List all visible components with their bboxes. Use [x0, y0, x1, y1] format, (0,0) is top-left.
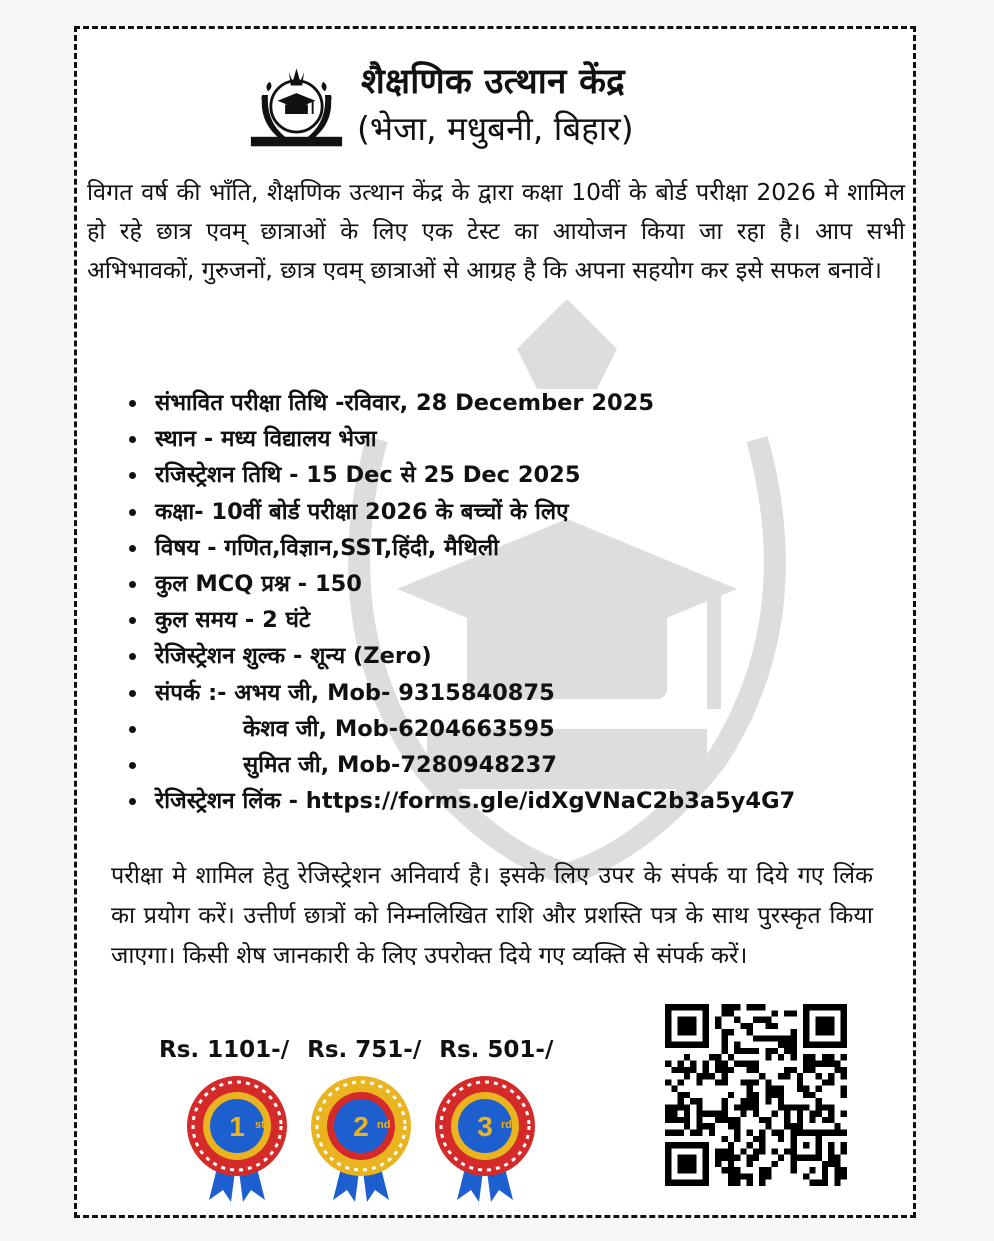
second-place-ribbon-icon: [305, 1074, 417, 1204]
list-item-registration-dates: रजिस्ट्रेशन तिथि - 15 Dec से 25 Dec 2025: [127, 457, 795, 493]
page-title: शैक्षणिक उत्थान केंद्र: [361, 62, 625, 102]
outro-paragraph: परीक्षा मे शामिल हेतु रेजिस्ट्रेशन अनिवार्य है। इसके लिए उपर के संपर्क या दिये गए लिंक का प्रयोग करें। उत्तीर्ण छात्रों को निम्नलिखित राशि और प्रशस्ति पत्र के साथ पुरस्कृत किया जाएगा। किसी शेष जानकारी के लिए उपरोक्त दिये गए व्यक्ति से संपर्क करें।: [111, 861, 873, 969]
list-item-contact-2: केशव जी, Mob-6204663595: [127, 711, 795, 747]
prize-amount-2: Rs. 751-/: [307, 1037, 422, 1063]
list-item-fee: रेजिस्ट्रेशन शुल्क - शून्य (Zero): [127, 638, 795, 674]
prize-amount-1: Rs. 1101-/: [159, 1037, 290, 1063]
prize-amounts: [159, 1037, 563, 1063]
institute-emblem-icon: [249, 57, 344, 152]
first-place-rank: 1: [229, 1111, 245, 1142]
second-place-rank: 2: [353, 1111, 369, 1142]
second-place-suffix: nd: [377, 1119, 391, 1131]
list-item-contact-3: सुमित जी, Mob-7280948237: [127, 747, 795, 783]
list-item-class: कक्षा- 10वीं बोर्ड परीक्षा 2026 के बच्चों के लिए: [127, 494, 795, 530]
first-place-ribbon-icon: [181, 1074, 293, 1204]
third-place-ribbon-icon: [429, 1074, 541, 1204]
list-item-subjects: विषय - गणित,विज्ञान,SST,हिंदी, मैथिली: [127, 530, 795, 566]
notice-card: [74, 26, 916, 1218]
first-place-suffix: st: [255, 1119, 265, 1131]
third-place-suffix: rd: [501, 1119, 512, 1131]
list-item-contact-1: संपर्क :- अभय जी, Mob- 9315840875: [127, 675, 795, 711]
list-item-exam-date: संभावित परीक्षा तिथि -रविवार, 28 December 2025: [127, 385, 795, 421]
third-place-rank: 3: [477, 1111, 493, 1142]
prize-amount-3: Rs. 501-/: [439, 1037, 554, 1063]
registration-qr-code-icon[interactable]: [665, 1004, 847, 1186]
intro-paragraph: विगत वर्ष की भाँति, शैक्षणिक उत्थान केंद्र के द्वारा कक्षा 10वीं के बोर्ड परीक्षा 2026 मे शामिल हो रहे छात्र एवम् छात्राओं के लिए एक टेस्ट का आयोजन किया जा रहा है। आप सभी अभिभावकों, गुरुजनों, छात्र एवम् छात्राओं से आग्रह है कि अपना सहयोग कर इसे सफल बनावें।: [87, 178, 905, 284]
list-item-venue: स्थान - मध्य विद्यालय भेजा: [127, 421, 795, 457]
page-subtitle: (भेजा, मधुबनी, बिहार): [357, 109, 634, 148]
list-item-question-count: कुल MCQ प्रश्न - 150: [127, 566, 795, 602]
list-item-duration: कुल समय - 2 घंटे: [127, 602, 795, 638]
header: [249, 51, 769, 156]
list-item-registration-link[interactable]: रेजिस्ट्रेशन लिंक - https://forms.gle/idXgVNaC2b3a5y4G7: [127, 783, 795, 819]
exam-details-list: [127, 385, 795, 819]
